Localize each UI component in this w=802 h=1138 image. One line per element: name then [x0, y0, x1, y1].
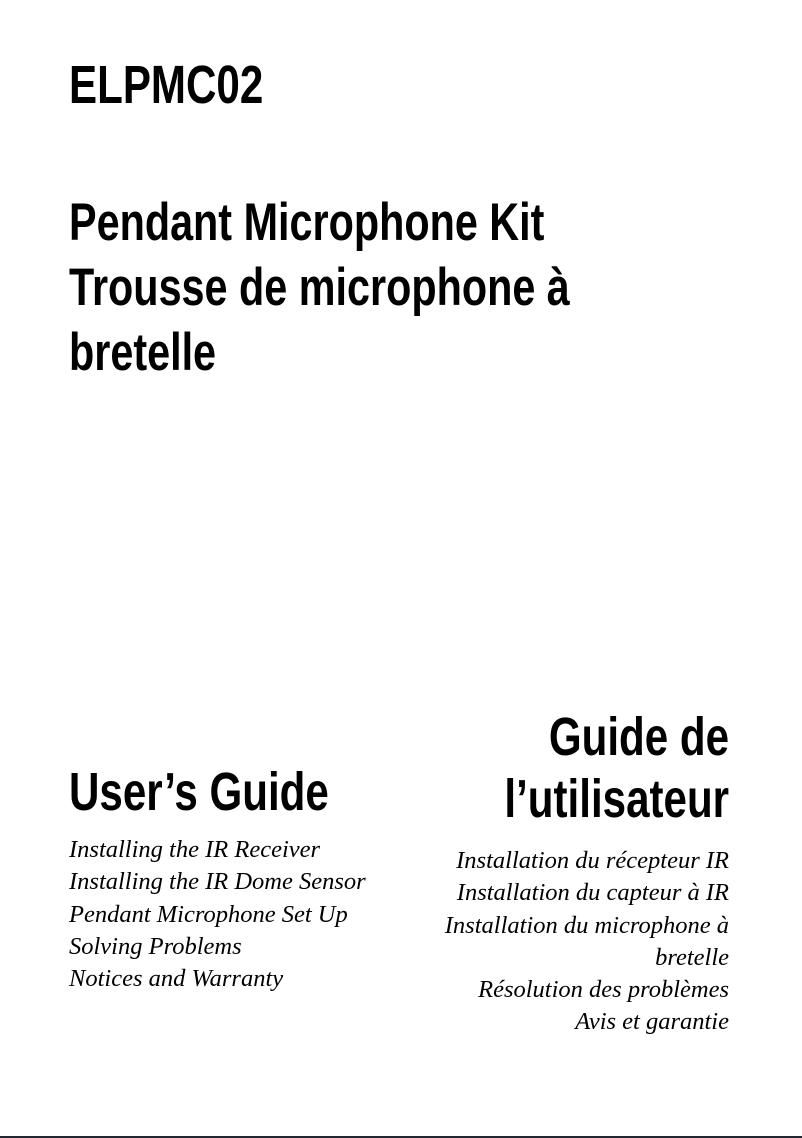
contents-item: Installing the IR Receiver: [69, 836, 321, 863]
model-number: ELPMC02: [69, 55, 264, 115]
contents-item: Installation du récepteur IR: [456, 847, 729, 874]
title-line-english: Pendant Microphone Kit: [69, 193, 545, 252]
contents-item: Notices and Warranty: [69, 965, 284, 993]
french-heading-line-2: l’utilisateur: [504, 769, 729, 829]
contents-item: Solving Problems: [69, 932, 242, 960]
contents-item: Résolution des problèmes: [478, 976, 729, 1004]
contents-item: Avis et garantie: [575, 1008, 729, 1036]
contents-item: Pendant Microphone Set Up: [69, 900, 348, 928]
english-contents-list: [69, 834, 366, 995]
product-title: [69, 190, 711, 385]
french-guide-heading: [441, 706, 729, 830]
contents-item: Installing the IR Dome Sensor: [69, 868, 366, 896]
contents-item: bretelle: [655, 943, 729, 971]
french-heading-line-1: Guide de: [548, 707, 729, 767]
contents-item: Installation du microphone à: [444, 911, 729, 939]
english-guide-heading: User’s Guide: [69, 762, 329, 822]
title-line-french-1: Trousse de microphone à: [69, 258, 570, 317]
title-line-french-2: bretelle: [69, 323, 217, 382]
french-contents-list: [445, 845, 729, 1039]
contents-item: Installation du capteur à IR: [456, 879, 729, 907]
